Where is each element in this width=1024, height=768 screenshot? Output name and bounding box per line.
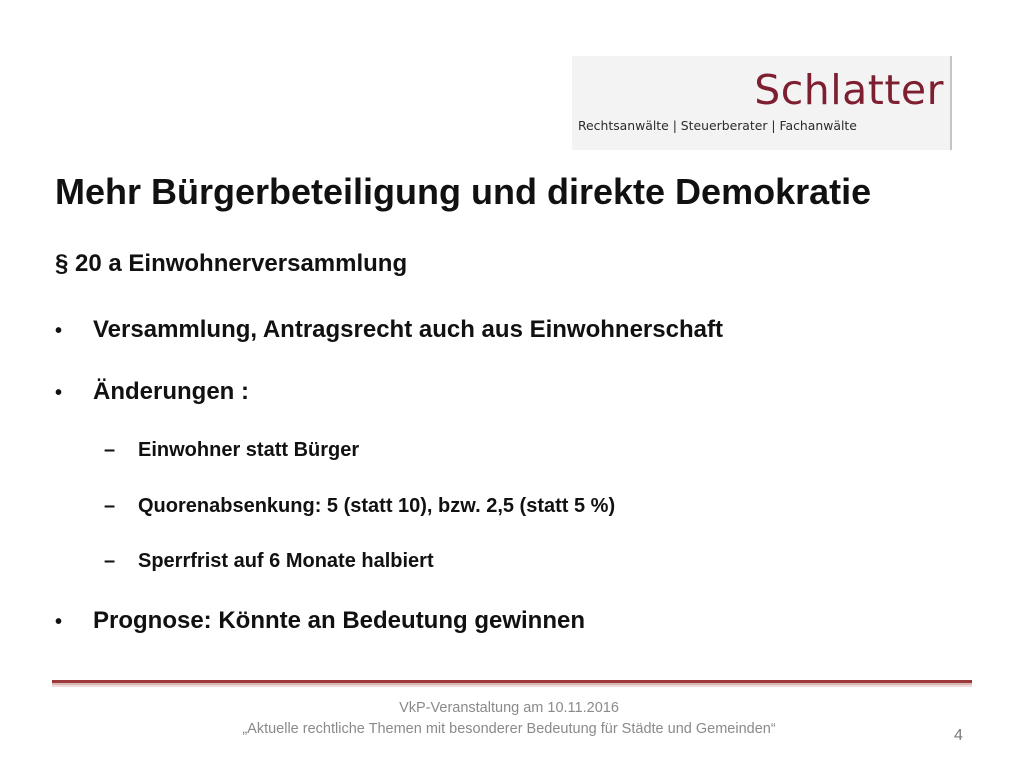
- sub-bullet-text: Sperrfrist auf 6 Monate halbiert: [138, 550, 434, 572]
- dash-marker: –: [104, 550, 116, 572]
- logo-name: Schlatter: [754, 66, 944, 114]
- sub-bullet-item: [104, 547, 434, 575]
- bullet-text: Versammlung, Antragsrecht auch aus Einwohnerschaft: [93, 316, 723, 343]
- logo-tagline: Rechtsanwälte | Steuerberater | Fachanwälte: [578, 118, 857, 133]
- logo-divider: [950, 56, 952, 150]
- sub-bullet-item: [104, 492, 615, 520]
- bullet-marker: •: [55, 611, 63, 633]
- bullet-marker: •: [55, 320, 63, 342]
- slide-title: Mehr Bürgerbeteiligung und direkte Demokratie: [55, 171, 872, 212]
- sub-bullet-item: [104, 436, 359, 464]
- bullet-item: [55, 605, 585, 638]
- dash-marker: –: [104, 495, 116, 517]
- page-number: 4: [954, 727, 963, 744]
- bullet-marker: •: [55, 382, 63, 404]
- bullet-text: Änderungen :: [93, 378, 249, 405]
- company-logo: [572, 56, 952, 150]
- sub-bullet-text: Quorenabsenkung: 5 (statt 10), bzw. 2,5 (statt 5 %): [138, 495, 616, 517]
- slide-subtitle: § 20 a Einwohnerversammlung: [55, 250, 408, 277]
- sub-bullet-text: Einwohner statt Bürger: [138, 439, 360, 461]
- footer-event: VkP-Veranstaltung am 10.11.2016: [399, 700, 619, 716]
- dash-marker: –: [104, 439, 116, 461]
- bullet-item: [55, 376, 249, 409]
- footer-topic: „Aktuelle rechtliche Themen mit besonderer Bedeutung für Städte und Gemeinden“: [242, 721, 776, 737]
- bullet-text: Prognose: Könnte an Bedeutung gewinnen: [93, 607, 585, 634]
- footer-divider: [52, 680, 972, 683]
- bullet-item: [55, 314, 723, 347]
